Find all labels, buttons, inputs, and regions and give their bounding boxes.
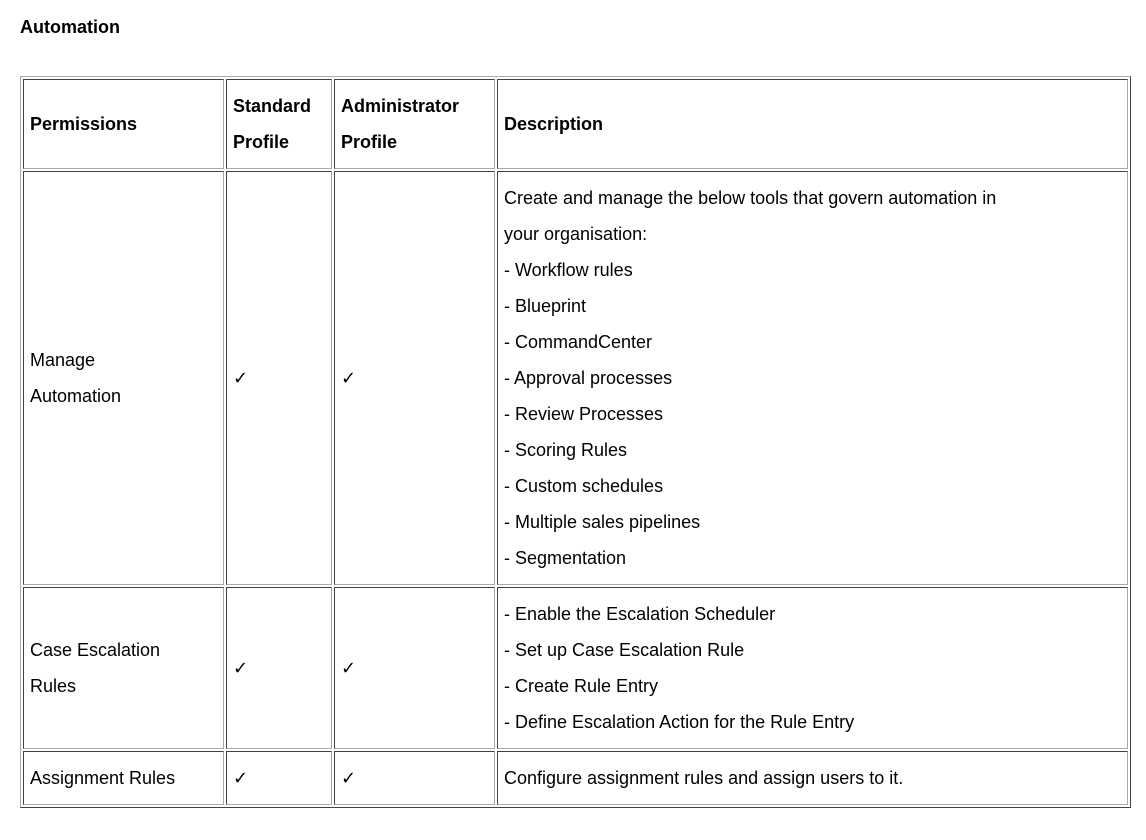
administrator-profile-checkmark: ✓ [334, 587, 495, 749]
cell-line: - Enable the Escalation Scheduler [504, 604, 776, 624]
cell-line: - Approval processes [504, 368, 673, 388]
page-title: Automation [20, 17, 120, 37]
cell-line: Permissions [30, 114, 138, 134]
column-header-administrator-profile [334, 79, 495, 169]
cell-line: Rules [30, 676, 77, 696]
cell-line: Profile [233, 132, 290, 152]
table-row [23, 171, 1128, 585]
cell-line: - Review Processes [504, 404, 664, 424]
cell-line: - Scoring Rules [504, 440, 628, 460]
description-cell [497, 751, 1128, 805]
cell-line: - Multiple sales pipelines [504, 512, 701, 532]
administrator-profile-checkmark: ✓ [334, 751, 495, 805]
table-row [23, 751, 1128, 805]
standard-profile-checkmark: ✓ [226, 171, 332, 585]
permission-cell [23, 587, 224, 749]
cell-line: Configure assignment rules and assign users to it. [504, 768, 904, 788]
cell-line: - CommandCenter [504, 332, 653, 352]
column-header-standard-profile [226, 79, 332, 169]
cell-line: your organisation: [504, 224, 648, 244]
cell-line: Assignment Rules [30, 768, 176, 788]
cell-line: Description [504, 114, 604, 134]
cell-line: - Set up Case Escalation Rule [504, 640, 745, 660]
permission-cell [23, 751, 224, 805]
cell-line: Administrator [341, 96, 460, 116]
cell-line: - Segmentation [504, 548, 627, 568]
description-cell [497, 587, 1128, 749]
cell-line: - Custom schedules [504, 476, 664, 496]
table-row [23, 587, 1128, 749]
cell-line: Case Escalation [30, 640, 161, 660]
description-cell [497, 171, 1128, 585]
standard-profile-checkmark: ✓ [226, 751, 332, 805]
standard-profile-checkmark: ✓ [226, 587, 332, 749]
administrator-profile-checkmark: ✓ [334, 171, 495, 585]
header-row [23, 79, 1128, 169]
cell-line: - Workflow rules [504, 260, 633, 280]
permissions-table-body [23, 171, 1128, 805]
permissions-table-header [23, 79, 1128, 169]
column-header-description [497, 79, 1128, 169]
cell-line: Profile [341, 132, 398, 152]
cell-line: Automation [30, 386, 122, 406]
column-header-permissions [23, 79, 224, 169]
permissions-table [20, 76, 1131, 808]
cell-line: - Blueprint [504, 296, 587, 316]
cell-line: Manage [30, 350, 96, 370]
permission-cell [23, 171, 224, 585]
cell-line: - Define Escalation Action for the Rule Entry [504, 712, 855, 732]
cell-line: Standard [233, 96, 312, 116]
cell-line: - Create Rule Entry [504, 676, 659, 696]
cell-line: Create and manage the below tools that govern automation in [504, 188, 997, 208]
